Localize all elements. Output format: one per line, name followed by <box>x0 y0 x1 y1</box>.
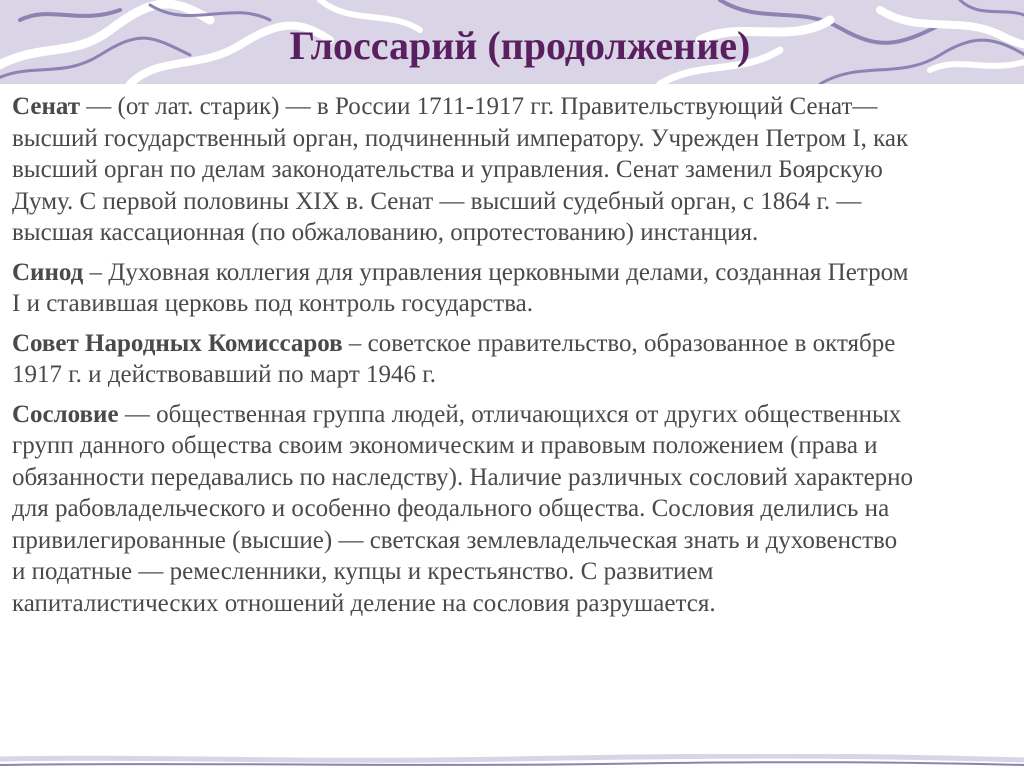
glossary-definition: — (от лат. старик) — в России 1711-1917 гг. Правительствующий Сенат— высший государственный орган, подчиненный императору. Учрежден Петром I, как высший орган по делам законодательства и управления. Сенат заменил Боярскую Думу. С первой половины XIX в. Сенат — высший судебный орган, с 1864 г. — высшая кассационная (по обжалованию, опротестованию) инстанция. <box>12 93 909 246</box>
glossary-definition: — общественная группа людей, отличающихся от других общественных групп данного общества своим экономическим и правовым положением (права и обязанности передавались по наследству). Наличие различных сословий характерно для рабовладельческого и особенно феодального общества. Сословия делились на привилегированные (высшие) — светская землевладельческая знать и духовенство и податные — ремесленники, купцы и крестьянство. С развитием капиталистических отношений деление на сословия разрушается. <box>12 400 914 617</box>
glossary-term: Синод <box>12 258 84 286</box>
glossary-term: Совет Народных Комиссаров <box>12 329 343 357</box>
footer-decoration <box>0 754 1024 768</box>
glossary-definition: – советское правительство, образованное в октябре 1917 г. и действовавший по март 1946 г. <box>12 329 896 388</box>
glossary-definition: – Духовная коллегия для управления церковными делами, созданная Петром I и ставившая церковь под контроль государства. <box>12 258 909 317</box>
glossary-entry <box>12 257 1024 320</box>
glossary-term: Сенат <box>12 93 80 120</box>
slide-title: Глоссарий (продолжение) <box>289 23 751 68</box>
glossary-list <box>12 91 1024 627</box>
glossary-term: Сословие <box>12 400 119 428</box>
glossary-entry <box>12 399 1024 620</box>
glossary-entry <box>12 328 1024 391</box>
glossary-entry <box>12 91 1024 249</box>
swirl-border-icon <box>0 754 1024 768</box>
